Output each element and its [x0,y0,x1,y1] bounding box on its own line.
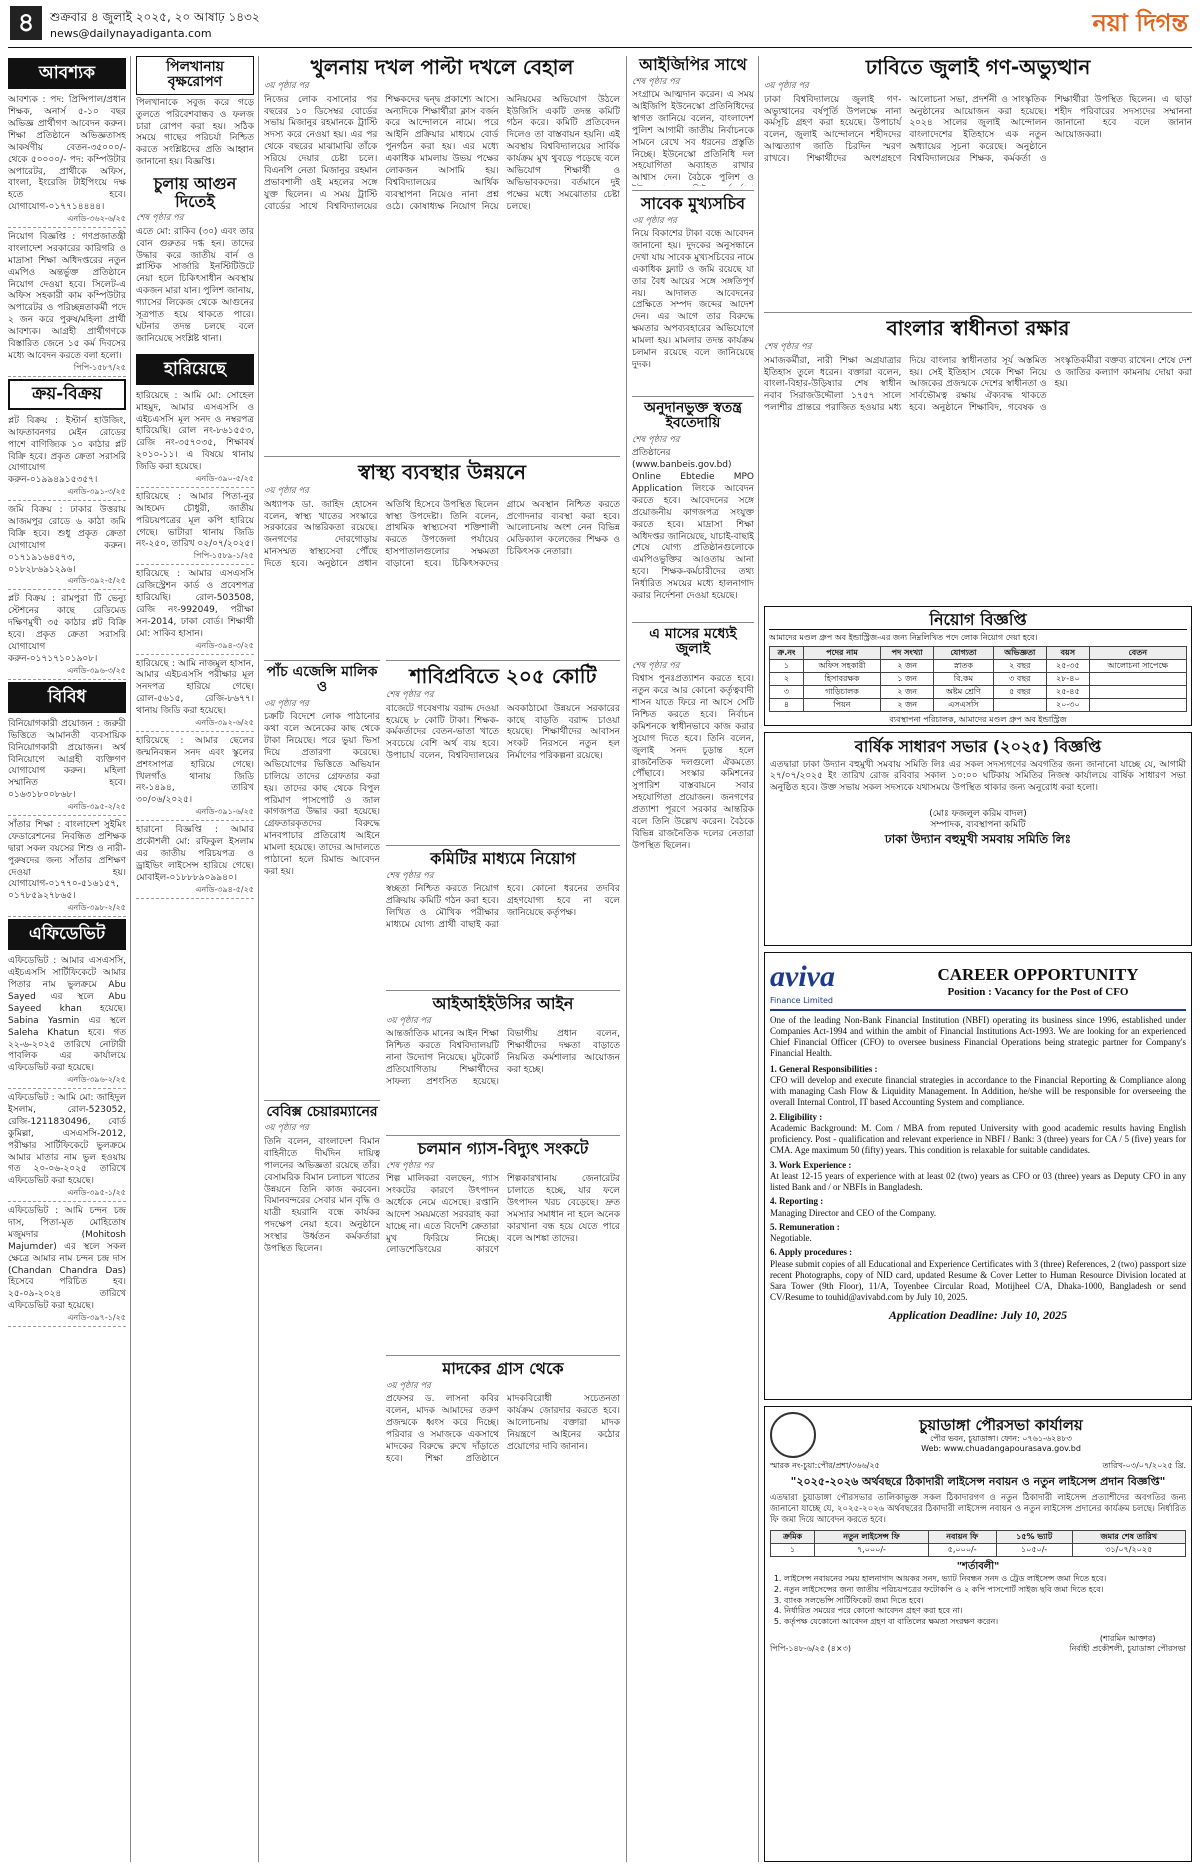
beviks-headline[interactable]: বেবিক্স চেয়ারম্যানের [266,1104,378,1120]
classified-ad-text: নিয়োগ বিজ্ঞপ্তি : গণপ্রজাতন্ত্রী বাংলাদেশ সরকারের কারিগরি ও মাদ্রাসা শিক্ষা অধিদপ্তরের নতুন এমপিও অন্তর্ভুক্ত প্রতিষ্ঠানে নিয়োগ দেওয়া হবে। সিলেট-এ অফিস সহকারী কাম কম্পিউটার অপারেটর ও পরিচ্ছন্নতাকর্মী পদে ২ জন করে পুরুষ/মহিলা প্রার্থী আবশ্যক। আগ্রহী প্রার্থীগণকে বিস্তারিত জেনে ১৫ কর্ম দিবসের মধ্যে আবেদন করতে বলা হলো। [8,232,126,361]
classified-ad [136,389,254,488]
beviks-kicker: ৩য় পৃষ্ঠার পর [264,1123,309,1134]
chuadanga-sign: (শারমিন আক্তার) [1099,1633,1156,1643]
tree-text: পিলখানাকে সবুজ করে গড়ে তুলতে পরিবেশবান্ধব ও ফলজ চারা রোপণ করা হয়। সঠিক সময়ে গাছের পরিচর্যা নিশ্চিত করতে সংশ্লিষ্টদের প্রতি আহ্বান জানানো হয়। বিজ্ঞপ্তি। [136,97,254,168]
table-cell: ২৫-৪৫ [1047,685,1090,698]
shabipro-article [386,660,620,840]
buy-sell-list [8,414,126,680]
aviva-section-text: CFO will develop and execute financial strategies in accordance to the Financial Reporting & Compliance along with managing Cash Flow & Liquidity Management. In Addition, he/she will be responsible for overseeing the overall Internal Control, IT based Accounting System and compliance. [770,1074,1186,1108]
classified-ad [136,734,254,821]
misc-heading: বিবিধ [8,682,126,713]
classified-ad [8,414,126,501]
classified-ad-ref: পিপি-১৫৮৭/২৫ [73,362,126,372]
affidavit-heading: এফিডেভিট [8,919,126,950]
classified-ad-text: এফিডেভিট : আমি মো: জাহিদুল ইসলাম, রোল-523052, রেজি-1211830496, বোর্ড কুমিল্লা, এসএসসি-2012, পরীক্ষার সার্টিফিকেটে ভুলক্রমে আমার মাতার নাম ভুল হওয়ায় গত ২০-০৬-২০২৫ তারিখে এফিডেভিট করা হয়েছে। [8,1093,126,1187]
aviva-section [770,1247,1186,1303]
table-header-cell: পদ সংখ্যা [881,646,934,659]
beviks-body: তিনি বলেন, বাংলাদেশ বিমান বাহিনীতে দীর্ঘদিন দায়িত্ব পালনের অভিজ্ঞতা রয়েছে তাঁর। বেসামরিক বিমান চলাচল খাতের উন্নয়নে তিনি কাজ করবেন। বিমানবন্দরের সেবার মান বৃদ্ধি ও যাত্রী হয়রানি বন্ধে কার্যকর পদক্ষেপ নেয়া হবে। অনুষ্ঠানে সংস্থার উর্ধ্বতন কর্মকর্তারা উপস্থিত ছিলেন। [264,1137,380,1254]
independence-headline[interactable]: বাংলার স্বাধীনতা রক্ষার [886,316,1070,340]
classified-ad-text: সাঁতার শিক্ষা : বাংলাদেশ সুইমিং ফেডারেশনের নিবন্ধিত প্রশিক্ষক দ্বারা সকল বয়সের শিশু ও নারী-পুরুষদের জন্য সাঁতার প্রশিক্ষণ দেওয়া হয়। যোগাযোগ-০১৭৭০-৫১৬১৫৭, ০১৭৮৫৯২৭৮৬৫। [8,820,126,902]
classifieds-column [8,56,126,1862]
classified-ad-text: প্লট বিক্রয় : ইস্টার্ন হাউজিং, আফতাবনগর মেইন রোডের পাশে বাণিজ্যিক ১০ কাঠার প্লট বিক্রি হবে। প্রকৃত ক্রেতা সরাসরি যোগাযোগ করুন-০১৯৯৪৯১৫৩৫৭। [8,415,126,486]
terms-item: 3. ব্যাংক সলভেন্সি সার্টিফিকেট জমা দিতে হবে। [784,1596,1186,1607]
secretary-kicker: ৩য় পৃষ্ঠার পর [632,215,677,226]
classified-ad-text: হারিয়েছে : আমার পিতা-নুর আহমেদ চৌধুরী, জাতীয় পরিচয়পত্রের মূল কপি হারিয়ে গেছে। ভাটারা থানায় জিডি নং-২৫০, তারিখ ০২/০৭/২০২৫। [136,491,254,550]
column-divider [626,56,627,1862]
independence-body: সমাজকর্মীরা, নারী শিক্ষা অগ্রযাত্রার ইতিহাস তুলে ধরেন। বক্তারা বলেন, বাংলা-বিহার-উড়িষ্যার শেষ স্বাধীন নবাব সিরাজউদ্দৌলা ১৭৫৭ সালে পলাশীর প্রান্তরে পরাজিত হওয়ার মধ্য দিয়ে বাংলার স্বাধীনতার সূর্য অস্তমিত হয়। সেই ইতিহাস থেকে শিক্ষা নিয়ে আজকের প্রজন্মকে দেশের স্বাধীনতা ও সার্বভৌমত্ব রক্ষায় ঐক্যবদ্ধ থাকতে হবে। অনুষ্ঠানে শিক্ষাবিদ, গবেষক ও সংস্কৃতিকর্মীরা বক্তব্য রাখেন। শেষে দেশ ও জাতির কল্যাণ কামনায় দোয়া করা হয়। [764,355,1192,414]
table-cell: বি.কম [934,672,993,685]
table-cell: ৩১/০৭/২০২৫ [1072,1544,1185,1557]
aviva-section [770,1112,1186,1157]
classified-ad [8,592,126,679]
tree-headline[interactable]: পিলখানায় বৃক্ষরোপণ [136,56,254,95]
table-cell: ১০৫০/- [996,1544,1072,1557]
table-cell: ২ [770,672,804,685]
agency-kicker: ৩য় পৃষ্ঠার পর [264,698,309,709]
chuadanga-web[interactable]: Web: www.chuadangapourasava.gov.bd [921,1444,1081,1454]
table-cell [1089,685,1186,698]
stove-kicker: শেষ পৃষ্ঠার পর [136,213,184,224]
aviva-section-heading: 3. Work Experience : [770,1159,852,1170]
classified-ad-ref: এনডি-৩৯৫-১/২৫ [67,1188,126,1198]
newspaper-logo: নয়া দিগন্ত [1092,8,1188,37]
chuadanga-fee-table [770,1530,1186,1557]
committee-kicker: শেষ পৃষ্ঠার পর [386,870,434,881]
table-cell: ৫,০০০/- [928,1544,996,1557]
classified-ad [136,567,254,654]
table-cell: অফিস সহকারী [803,659,880,672]
classified-ad [8,93,126,228]
aviva-section-heading: 4. Reporting : [770,1196,824,1207]
classified-ad-ref: এনডি-৩৯০-৫/২৫ [195,473,254,483]
dhabi-headline[interactable]: ঢাবিতে জুলাই গণ-অভ্যুত্থান [865,56,1091,79]
chuadanga-address: পৌর ভবন, চুয়াডাঙ্গা। ফোন: ০৭৬১-৬২৪৮৩ [930,1434,1072,1444]
gas-article [386,1135,620,1350]
stove-text: এতে মো: রাকিব (৩০) এবং তার বোন গুরুতর দগ্ধ হন। তাদের উদ্ধার করে জাতীয় বার্ন ও প্লাস্টিক সার্জারি ইনস্টিটিউটে নেয়া হলে চিকিৎসাধীন অবস্থায় একজন মারা যান। পুলিশ জানায়, গ্যাসের লিকেজ থেকে আগুনের সূত্রপাত হয়ে থাকতে পারে। ঘটনার তদন্ত চলছে বলে জানিয়েছে সংশ্লিষ্ট থানা। [136,226,254,344]
committee-body: স্বচ্ছতা নিশ্চিত করতে নিয়োগ প্রক্রিয়ায় কমিটি গঠন করা হবে। লিখিত ও মৌখিক পরীক্ষার মাধ্যমে যোগ্য প্রার্থী বাছাই করা হবে। কোনো ধরনের তদবির গ্রহণযোগ্য হবে না বলে জানিয়েছে কর্তৃপক্ষ। [386,884,620,930]
classified-ad [136,657,254,732]
table-cell: এসএসসি [934,698,993,711]
iiuc-body: আন্তর্জাতিক মানের আইন শিক্ষা নিশ্চিত করতে বিশ্ববিদ্যালয়টি নানা উদ্যোগ নিয়েছে। মুটকোর্ট প্রতিযোগিতায় শিক্ষার্থীদের সাফল্য প্রশংসিত হয়েছে। বিভাগীয় প্রধান বলেন, শিক্ষার্থীদের দক্ষতা বাড়াতে নিয়মিত কর্মশালার আয়োজন করা হচ্ছে। [386,1029,620,1087]
table-cell: ৫ বছর [993,685,1047,698]
column-divider [130,56,131,1862]
agm-role: সম্পাদক, ব্যবস্থাপনা কমিটি [930,820,1026,831]
recruit-title: নিয়োগ বিজ্ঞপ্তি [769,611,1187,630]
chuadanga-ref: পিপি-১৪৮-৬/২৫ (৪×৩) [770,1643,851,1653]
classified-ad-text: এফিডেভিট : আমি চন্দন চন্দ্র দাস, পিতা-মৃত মোহিতোষ মজুমদার (Mohitosh Majumder) এর স্থলে সকল ক্ষেত্রে আমার নাম চন্দন চন্দ্র দাস (Chandan Chandra Das) হিসেবে পরিচিত হব। ২৫-০৯-২০২৪ তারিখে এফিডেভিট করা হয়েছে। [8,1206,126,1312]
chuadanga-ad [764,1406,1192,1862]
classified-ad [8,230,126,377]
classified-ad [8,818,126,917]
khulna-article [264,56,620,456]
ebtedai-article [632,396,754,616]
july-body: বিশ্বাস পুনঃপ্রত্যাশন করতে হবে। নতুন করে আর কোনো কর্তৃত্ববাদী শাসন যাতে ফিরে না আসে সেটি নিশ্চিত করতে হবে। নির্বাচন কমিশনকে স্বাধীনভাবে কাজ করার সুযোগ দিতে হবে। তিনি বলেন, জুলাই সনদ চূড়ান্ত হলে রাজনৈতিক দলগুলো ঐকমত্যে পৌঁছাবে। সংস্কার কমিশনের সুপারিশ বাস্তবায়নে সবার সহযোগিতা প্রয়োজন। জনগণের প্রত্যাশা পূরণে সরকার আন্তরিক বলে তিনি উল্লেখ করেন। বৈঠকে বিভিন্ন রাজনৈতিক দলের নেতারা উপস্থিত ছিলেন। [632,674,754,851]
classified-ad-ref: এনডি-৩৯৭-১/২৫ [67,1313,126,1322]
aviva-section-heading: 2. Eligibility : [770,1111,823,1122]
dhabi-kicker: ৩য় পৃষ্ঠার পর [764,81,809,91]
chuadanga-org: চুয়াডাঙ্গা পৌরসভা কার্যালয় [919,1415,1083,1434]
classified-ad [136,490,254,565]
independence-article [764,312,1192,600]
aviva-section-heading: 1. General Responsibilities : [770,1063,878,1074]
issue-date: শুক্রবার ৪ জুলাই ২০২৫, ২০ আষাঢ় ১৪৩২ [50,10,260,24]
khulna-headline[interactable]: খুলনায় দখল পাল্টা দখলে বেহাল [310,56,574,79]
health-headline[interactable]: স্বাস্থ্য ব্যবস্থার উন্নয়নে [358,460,526,484]
dhabi-body: ঢাকা বিশ্ববিদ্যালয়ে জুলাই গণ-অভ্যুত্থানের বর্ষপূর্তি উপলক্ষে নানা কর্মসূচি গ্রহণ করা হয়েছে। উপাচার্য বলেন, জুলাই আন্দোলনে শহীদদের আত্মত্যাগ জাতি চিরদিন স্মরণ রাখবে। শিক্ষার্থীদের অংশগ্রহণে আলোচনা সভা, প্রদর্শনী ও সাংস্কৃতিক অনুষ্ঠানের আয়োজন করা হয়েছে। ২০২৪ সালের জুলাই আন্দোলন বাংলাদেশের ইতিহাসে এক নতুন অধ্যায়ের সূচনা করেছে। অনুষ্ঠানে বিশ্ববিদ্যালয়ের শিক্ষক, কর্মকর্তা ও শিক্ষার্থীরা উপস্থিত ছিলেন। এ ছাড়া শহীদ পরিবারের সদস্যদের সম্মাননা জানানো হবে বলে জানান আয়োজকরা। [764,94,1192,164]
dhabi-article [764,56,1192,306]
lost-list [136,389,254,899]
classified-ad [8,1091,126,1202]
committee-article [386,845,620,985]
table-header-cell: অভিজ্ঞতা [993,646,1047,659]
drug-article [386,1355,620,1862]
drug-headline[interactable]: মাদকের গ্রাস থেকে [442,1359,564,1378]
pourasava-seal-icon [770,1412,816,1458]
page-header [8,6,1192,48]
column-two [136,56,254,1862]
agency-headline[interactable]: পাঁচ এজেন্সি মালিক ও [266,664,378,696]
wanted-list [8,93,126,376]
table-cell [1089,698,1186,711]
table-cell: আলোচনা সাপেক্ষে [1089,659,1186,672]
table-cell: হিসাবরক্ষক [803,672,880,685]
classified-ad-ref: এনডি-৩৯৪-৫/২৫ [195,884,254,894]
health-body: অধ্যাপক ডা. জাহিদ হোসেন বলেন, স্বাস্থ্য খাতের সংস্কারে সরকারের আন্তরিকতা রয়েছে। জনগণের দোরগোড়ায় মানসম্মত স্বাস্থ্যসেবা পৌঁছে দিতে হবে। অনুষ্ঠানে প্রধান অতিথি হিসেবে উপস্থিত ছিলেন স্বাস্থ্য উপদেষ্টা। তিনি বলেন, প্রাথমিক স্বাস্থ্যসেবা শক্তিশালী করতে উপজেলা পর্যায়ের হাসপাতালগুলোর সক্ষমতা বাড়ানো হবে। চিকিৎসকদের গ্রামে অবস্থান নিশ্চিত করতে প্রণোদনার ব্যবস্থা করা হবে। আলোচনায় অংশ নেন বিভিন্ন মেডিক্যাল কলেজের শিক্ষক ও চিকিৎসক নেতারা। [264,499,620,569]
table-cell [1089,672,1186,685]
beviks-article [264,1100,380,1480]
aviva-section-text: Negotiable. [770,1233,812,1243]
gas-headline[interactable]: চলমান গ্যাস-বিদ্যুৎ সংকটে [417,1139,589,1158]
secretary-body: নিয়ে বিকাশের টাকা বন্ধে আবেদন জানানো হয়। দুদকের অনুসন্ধানে দেখা যায় সাবেক মুখ্যসচিবের নামে একাধিক ফ্ল্যাট ও জমি রয়েছে যা তার বৈধ আয়ের সঙ্গে সঙ্গতিপূর্ণ নয়। আদালত আবেদনের প্রেক্ষিতে সম্পদ জব্দের আদেশ দেন। এর আগে তার বিরুদ্ধে ক্ষমতার অপব্যবহারের অভিযোগে মামলা হয়। মামলার তদন্ত কার্যক্রম চলমান রয়েছে বলে জানিয়েছে দুদক। [632,229,754,370]
table-header-cell: নবায়ন ফি [928,1531,996,1544]
classified-ad-ref: এনডি-৩৯১-৬/২৫ [195,807,254,817]
independence-kicker: শেষ পৃষ্ঠার পর [764,342,812,352]
table-header-cell: বয়স [1047,646,1090,659]
table-cell: অষ্টম শ্রেণি [934,685,993,698]
aviva-section [770,1064,1186,1109]
classified-ad-text: এফিডেভিট : আমার এসএসসি, এইচএসসি সার্টিফিকেটে আমার পিতার নাম ভুলক্রমে Abu Sayed এর স্থলে Abu Sayeed khan হয়েছে। Sabina Yasmin এর স্থলে Saleha Khatun হবে। গত ২২-৬-২০২৫ তারিখে নোটারী পাবলিক এর কার্যালয়ে এফিডেভিট করা হয়েছে। [8,956,126,1074]
table-cell: ৩ [770,685,804,698]
gas-kicker: শেষ পৃষ্ঠার পর [386,1160,434,1171]
classified-ad-ref: এনডি-৩৯২-৬/২৫ [195,717,254,727]
chuadanga-text: এতদ্বারা চুয়াডাঙ্গা পৌরসভার তালিকাভুক্ত সকল ঠিকাদারগণ ও নতুন ঠিকাদারী লাইসেন্স প্রত্যাশীদের অবগতির জন্য জানানো যাচ্ছে যে, ২০২৫-২০২৬ অর্থবছরের ঠিকাদারী লাইসেন্স নবায়ন ও নতুন লাইসেন্স প্রদানের কার্যক্রম চলছে। নির্ধারিত ফি জমা দিয়ে আবেদন করতে হবে। [770,1492,1186,1526]
ebtedai-headline[interactable]: অনুদানভুক্ত স্বতন্ত্র ইবতেদায়ি [644,400,742,432]
wanted-heading: আবশ্যক [8,58,126,89]
classified-ad-ref: এনডি-৩৯৬-২/২৫ [67,1075,126,1085]
aviva-logo: aviva [770,960,835,993]
misc-list [8,717,126,917]
agm-sign: (মোঃ ফজলুল করিম বাদল) [929,809,1027,820]
affidavit-list [8,954,126,1327]
table-cell: ১ জন [881,672,934,685]
terms-item: 5. কর্তৃপক্ষ যেকোনো আবেদন গ্রহণ বা বাতিলের ক্ষমতা সংরক্ষণ করেন। [784,1617,1186,1628]
page-number: ৪ [10,6,42,40]
recruit-table [769,646,1187,712]
table-header-cell: যোগ্যতা [934,646,993,659]
lost-heading: হারিয়েছে [136,354,254,385]
gas-body: শিল্প মালিকরা বলছেন, গ্যাস সংকটের কারণে উৎপাদন অর্ধেকে নেমে এসেছে। রপ্তানি আদেশ সময়মতো সরবরাহ করা যাচ্ছে না। এতে বিদেশি ক্রেতারা মুখ ফিরিয়ে নিচ্ছে। লোডশেডিংয়ের কারণে শিল্পকারখানায় জেনারেটর চালাতে হচ্ছে, যার ফলে উৎপাদন খরচ বেড়েছে। দ্রুত সমস্যার সমাধান না হলে অনেক কারখানা বন্ধ হয়ে যেতে পারে বলে আশঙ্কা তাদের। [386,1174,620,1256]
chuadanga-memo: স্মারক নং-চুয়া:পৌর/প্রশা/৩৬৬/২৫ [770,1461,880,1470]
igp-body: সংগ্রামে আত্মদান করেন। এ সময় আইজিপি ইউনেস্কো প্রতিনিধিদের স্বাগত জানিয়ে বলেন, বাংলাদেশ পুলিশ আগামী জাতীয় নির্বাচনকে সামনে রেখে সব ধরনের প্রস্তুতি নিচ্ছে। ইউনেস্কো প্রতিনিধি দল সহযোগিতা অব্যাহত রাখার আশ্বাস দেন। বৈঠকে পুলিশ ও [632,90,754,184]
aviva-section-heading: 6. Apply procedures : [770,1247,853,1258]
classified-ad-text: জমি বিক্রয় : ঢাকার উত্তরায় আজমপুর রোডে ৬ কাঠা জমি বিক্রি হবে। শুধু প্রকৃত ক্রেতা যোগাযোগ করুন। ০১৭১৯১৬৪৫৭৩, ০১৮২৮৬৯১২৯৬। [8,505,126,575]
classified-ad-text: হারিয়েছে : আমার এসএসসি রেজিস্ট্রেশন কার্ড ও প্রবেশপত্র হারিয়েছি। রোল-503508, রেজি নং-992049, পরীক্ষা সন-2014, ঢাকা বোর্ড। শিক্ষার্থী মো: সাকিব হাসান। [136,569,254,639]
classified-ad-text: হারিয়েছে : আমি নাজমুল হাসান, আমার এইচএসসি পরীক্ষার মূল সনদপত্র হারিয়ে গেছে। রোল-৫৬১৫, রেজি-৮৬৭৭। থানায় জিডি করা হয়েছে। [136,658,254,717]
column-divider [758,56,759,956]
table-row [770,659,1187,672]
khulna-body: নিজের লোক বসানোর পর বছরের ১০ ডিসেম্বর বোর্ডের সভায় মিজানুর রহমানকে ট্রাস্টি সদস্য করে নেওয়া হয়। এর পর থেকে বছরের মাঝামাঝি তাঁকে সরিয়ে দেয়ার চেষ্টা চলে। বিএনপি নেতা মিজানুর রহমান প্রভাবশালী ওই মহলের সঙ্গে যুক্ত ছিলেন। এ সময় ট্রাস্টি বোর্ডের সাথে বিশ্ববিদ্যালয়ের শিক্ষকদের দ্বন্দ্ব প্রকাশ্যে আসে। অন্যদিকে শিক্ষার্থীরা ক্লাস বর্জন করে আন্দোলনে নামে। পরে আইনি প্রক্রিয়ার মাধ্যমে বোর্ড পুনর্গঠন করা হয়। এর মধ্যে একাধিক মামলায় উভয় পক্ষের লোকজন আসামি হয়। বিশ্ববিদ্যালয়ের আর্থিক ব্যবস্থাপনা নিয়েও নানা প্রশ্ন ওঠে। কোষাধ্যক্ষ নিয়োগ নিয়ে অনিয়মের অভিযোগ উঠলে ইউজিসি একটি তদন্ত কমিটি গঠন করে। কমিটি প্রতিবেদন দিলেও তা বাস্তবায়ন হয়নি। এই অবস্থায় বিশ্ববিদ্যালয়ের সার্বিক কার্যক্রম মুখ থুবড়ে পড়েছে বলে অভিযোগ শিক্ষার্থী ও অভিভাবকদের। বর্তমানে দুই পক্ষের মধ্যে সমঝোতার চেষ্টা চলছে। [264,94,620,212]
table-cell: ২ বছর [993,659,1047,672]
shabipro-headline[interactable]: শাবিপ্রবিতে ২০৫ কোটি [409,664,597,688]
classified-ad [8,954,126,1089]
ebtedai-body: প্রতিষ্ঠানের (www.banbeis.gov.bd) Online Ebtedie MPO Application লিংকে আবেদন করতে হবে। আবেদনের সঙ্গে প্রয়োজনীয় কাগজপত্র সংযুক্ত করতে হবে। মাদ্রাসা শিক্ষা অধিদপ্তর জানিয়েছে, যাচাই-বাছাই শেষে যোগ্য প্রতিষ্ঠানগুলোকে এমপিওভুক্তির আওতায় আনা হবে। শিক্ষক-কর্মচারীদের তথ্য নির্ধারিত সময়ের মধ্যে হালনাগাদ করার নির্দেশনা দেওয়া হয়েছে। [632,448,754,601]
classified-ad [8,1204,126,1327]
aviva-section-text: Managing Director and CEO of the Company. [770,1207,937,1218]
table-row [770,698,1187,711]
recruit-intro: আমাদের মণ্ডল গ্রুপ অব ইন্ডাস্ট্রিজ-এর জন্য নিম্নলিখিত পদে লোক নিয়োগ দেয়া হবে। [769,632,1038,642]
classified-ad-ref: এনডি-৩৯৮-২/২৫ [67,903,126,913]
table-cell: ২ জন [881,685,934,698]
agm-ad [764,732,1192,946]
table-cell: ২৮-৪০ [1047,672,1090,685]
igp-kicker: শেষ পৃষ্ঠার পর [632,76,680,87]
classified-ad-text: আবশ্যক : পদ: প্রিন্সিপাল/প্রধান শিক্ষক, অনার্স ৫-১০ বছর অভিজ্ঞ প্রার্থীগণ আবেদন করুন। শিক্ষা প্রতিষ্ঠানে অভিজ্ঞতাসহ আকর্ষণীয় বেতন-৩৫০০০/- থেকে ৫০০০০/- পদ: কম্পিউটার অপারেটর, প্রার্থীকে অফিস, বাংলা, ইংরেজি টাইপিংয়ে দক্ষ হতে হবে। যোগাযোগ-০১৭৭১৪৪৪৪। [8,95,126,213]
column-divider [758,956,759,1862]
buy-sell-heading: ক্রয়-বিক্রয় [8,379,126,410]
table-header-cell: বেতন [1089,646,1186,659]
recruit-footer: ব্যবস্থাপনা পরিচালক, আমাদের মণ্ডল গ্রুপ অব ইন্ডাস্ট্রিজ [889,714,1067,724]
classified-ad-ref: পিপি-১৫৮৯-১/২৫ [193,551,254,561]
table-cell: ২৫-৩৫ [1047,659,1090,672]
terms-item: 4. নির্ধারিত সময়ের পরে কোনো আবেদন গ্রহণ করা হবে না। [784,1606,1186,1617]
health-article [264,456,620,656]
classified-ad [8,717,126,816]
career-position: Position : Vacancy for the Post of CFO [947,985,1129,998]
chuadanga-terms-title: "শর্তাবলী" [956,1561,1000,1573]
iiuc-headline[interactable]: আইআইইউসির আইন [432,994,574,1013]
aviva-intro: One of the leading Non-Bank Financial Institution (NBFI) operating its business since 1996, established under Companies Act-1994 and within the ambit of Financial Institutions Act-1993. We are looking for an experienced Chief Financial Officer (CFO) to oversee business Financial Operations being strategic partner for Company's Financial Health. [770,1014,1186,1059]
classified-ad-text: হারানো বিজ্ঞপ্তি : আমার প্রকৌশলী মো: রফিকুল ইসলাম এর জাতীয় পরিচয়পত্র ও ড্রাইভিং লাইসেন্স হারিয়ে গেছে। মোবাইল-০১৮৮৮৯০৯৯৪০। [136,825,254,883]
agency-body: চক্রটি বিদেশে লোক পাঠানোর কথা বলে অনেকের কাছ থেকে টাকা নিয়েছে। পরে ভুয়া ভিসা দিয়ে প্রতারণা করেছে। অভিযোগের ভিত্তিতে অভিযান চালিয়ে তাদের গ্রেফতার করা হয়। তাদের কাছ থেকে বিপুল পরিমাণ পাসপোর্ট ও জাল কাগজপত্র উদ্ধার করা হয়েছে। গ্রেফতারকৃতদের বিরুদ্ধে মানবপাচার প্রতিরোধ আইনে মামলা হয়েছে। তাদের আদালতে পাঠানো হলে রিমান্ড আবেদন করা হয়। [264,712,380,877]
classified-ad-text: বিনিয়োগকারী প্রয়োজন : জরুরী ভিত্তিতে আমানতী ব্যবসায়িক বিনিয়োগকারী প্রয়োজন। অর্থ বিনিয়োগে আগ্রহী ব্যক্তিগণ যোগাযোগ করুন। মহিলা সম্মানিত হবে। ০১৬৩১৮০০৮৬৮। [8,718,126,801]
contact-email[interactable]: news@dailynayadiganta.com [50,27,212,40]
classified-ad-ref: এনডি-৩৯৫-২/২৫ [67,802,126,811]
classified-ad-ref: এনডি-৩৯১-৩/২৫ [67,487,126,497]
terms-item: 2. নতুন লাইসেন্সের জন্য জাতীয় পরিচয়পত্রের ফটোকপি ও ২ কপি পাসপোর্ট সাইজ ছবি জমা দিতে হবে। [784,1585,1186,1596]
aviva-section-text: At least 12-15 years of experience with at least 02 (two) years as CFO or 03 (three) years as Deputy CFO in any listed Bank and / or NBFIs in Bangladesh. [770,1170,1186,1192]
july-headline[interactable]: এ মাসের মধ্যেই জুলাই [649,626,737,658]
secretary-headline[interactable]: সাবেক মুখ্যসচিব [640,194,746,213]
committee-headline[interactable]: কমিটির মাধ্যমে নিয়োগ [430,849,576,868]
classified-ad [8,503,126,590]
classified-ad-text: প্লট বিক্রয় : রামপুরা টি ভেন্যু স্টেশনের কাছে রেডিমেড দক্ষিণমুখী ৩৫ কাঠার প্লট বিক্রি হবে। প্রকৃত ক্রেতা সরাসরি যোগাযোগ করুন-০১৭১৭১০১৯০৮। [8,594,126,664]
health-kicker: ৩য় পৃষ্ঠার পর [264,486,309,496]
igp-article [632,56,754,186]
classified-ad-ref: এনডি-৩৯৬-৩/২৫ [67,665,126,675]
chuadanga-title: "২০২৫-২০২৬ অর্থবছরে ঠিকাদারী লাইসেন্স নবায়ন ও নতুন লাইসেন্স প্রদান বিজ্ঞপ্তি" [790,1475,1166,1488]
iiuc-kicker: ৩য় পৃষ্ঠার পর [386,1015,431,1026]
table-cell: ২০-৩০ [1047,698,1090,711]
shabipro-kicker: শেষ পৃষ্ঠার পর [386,690,434,700]
agm-org: ঢাকা উদ্যান বহুমুখী সমবায় সমিতি লিঃ [884,831,1072,846]
chuadanga-terms [770,1574,1186,1628]
table-cell: ৩ বছর [993,672,1047,685]
table-header-cell: নতুন লাইসেন্স ফি [815,1531,928,1544]
table-cell: ২ জন [881,659,934,672]
terms-item: 1. লাইসেন্স নবায়নের সময় হালনাগাদ আয়কর সনদ, ভ্যাট নিবন্ধন সনদ ও ট্রেড লাইসেন্স জমা দিতে হবে। [784,1574,1186,1585]
table-row [770,685,1187,698]
khulna-kicker: ৩য় পৃষ্ঠার পর [264,81,309,91]
classified-ad-text: হারিয়েছে : আমি মো: সোহেল মাহমুদ, আমার এসএসসি ও এইচএসসি মূল সনদ ও নম্বরপত্র হারিয়েছি। রোল নং-৮৬১৫৫৩, রেজি নং-৩৫৭০৩৫, শিক্ষাবর্ষ ২০১০-১১। এ বিষয়ে থানায় জিডি করা হয়েছে। [136,390,254,473]
aviva-section-text: Please submit copies of all Educational and Experience Certificates with 3 (three) References, 2 (two) passport size recent Photographs, copy of NID card, updated Resume & Cover Letter to Human Resource Division located at Sara Tower (9th Floor), 11/A, Toyenbee Circular Road, Motijheel C/A, Dhaka-1000, Bangladesh or send CV/Resume to touhid@avivabd.com by July 10, 2025. [770,1258,1186,1303]
aviva-sub: Finance Limited [770,995,833,1005]
agency-article [264,660,380,1000]
table-header-cell: জমার শেষ তারিখ [1072,1531,1185,1544]
table-cell: গাড়িচালক [803,685,880,698]
classified-ad-ref: এনডি-৩৯২-৫/২৫ [67,576,126,586]
table-cell: ২ জন [881,698,934,711]
aviva-section [770,1160,1186,1194]
table-header-cell: পদের নাম [803,646,880,659]
table-cell: ৭,০০০/- [815,1544,928,1557]
drug-body: প্রফেসর ড. লাসনা কবির বলেন, মাদক আমাদের তরুণ প্রজন্মকে ধ্বংস করে দিচ্ছে। পরিবার ও সমাজকে একসাথে মাদকের বিরুদ্ধে রুখে দাঁড়াতে হবে। শিক্ষা প্রতিষ্ঠানে মাদকবিরোধী সচেতনতা কার্যক্রম জোরদার করতে হবে। আলোচনায় বক্তারা মাদক নিয়ন্ত্রণে আইনের কঠোর প্রয়োগের দাবি জানান। [386,1394,620,1464]
agm-signature [770,809,1186,847]
classified-ad [136,823,254,898]
career-title: CAREER OPPORTUNITY [937,965,1139,985]
column-divider [258,56,259,1862]
table-header-cell: ১৫% ভ্যাট [996,1531,1072,1544]
table-row [771,1544,1186,1557]
aviva-deadline: Application Deadline: July 10, 2025 [888,1307,1068,1322]
stove-headline[interactable]: চুলায় আগুন দিতেই [153,174,237,211]
table-cell: স্নাতক [934,659,993,672]
agm-title: বার্ষিক সাধারণ সভার (২০২৫) বিজ্ঞপ্তি [854,737,1102,756]
igp-headline[interactable]: আইজিপির সাথে [639,56,747,74]
classified-ad-ref: এনডি-৩৯৪-৩/২৫ [195,640,254,650]
iiuc-article [386,990,620,1130]
shabipro-body: বাজেটে গবেষণায় বরাদ্দ দেওয়া হয়েছে ৮ কোটি টাকা। শিক্ষক-কর্মকর্তাদের বেতন-ভাতা খাতে সবচেয়ে বেশি অর্থ ব্যয় হবে। উপাচার্য বলেন, বিশ্ববিদ্যালয়ের অবকাঠামো উন্নয়নে সরকারের কাছে বাড়তি বরাদ্দ চাওয়া হয়েছে। শিক্ষার্থীদের আবাসন সংকট নিরসনে নতুন হল নির্মাণের পরিকল্পনা রয়েছে। [386,703,620,762]
ebtedai-kicker: শেষ পৃষ্ঠার পর [632,434,680,445]
aviva-ad [764,952,1192,1400]
table-cell: ১ [770,659,804,672]
drug-kicker: ৩য় পৃষ্ঠার পর [386,1380,431,1391]
table-cell [993,698,1047,711]
table-cell: ৪ [770,698,804,711]
aviva-sections [770,1064,1186,1304]
chuadanga-role: নির্বাহী প্রকৌশলী, চুয়াডাঙ্গা পৌরসভা [1069,1643,1186,1653]
july-kicker: শেষ পৃষ্ঠার পর [632,660,680,671]
chuadanga-date: তারিখ-০৩/০৭/২০২৫ খ্রি. [1102,1461,1186,1470]
classified-ad-text: হারিয়েছে : আমার ছেলের জন্মনিবন্ধন সনদ এবং স্কুলের প্রশংসাপত্র হারিয়ে গেছে। খিলগাঁও থানায় জিডি নং-১৪৯৪, তারিখ ৩০/০৬/২০২৫। [136,735,254,806]
secretary-article [632,190,754,390]
july-article [632,622,754,950]
table-row [770,672,1187,685]
aviva-section-text: Academic Background: M. Com / MBA from reputed University with good academic results having English proficiency. Post - qualification and relevant experience in NBFI / Bank: 3 (three) years for CA / 5 (five) years for CMA. Age maximum 50 (fifty) years. This condition is relaxable for suitable candidates. [770,1122,1186,1156]
table-cell: পিয়ন [803,698,880,711]
aviva-section [770,1222,1186,1245]
recruit-ad [764,606,1192,726]
agm-text: এতদ্বারা ঢাকা উদ্যান বহুমুখী সমবায় সমিতি লিঃ এর সকল সদস্যগণের অবগতির জন্য জানানো যাচ্ছে যে, আগামী ২৭/০৭/২০২৫ ইং তারিখ রোজ রবিবার সকাল ১০:০০ ঘটিকায় সমিতির নিজস্ব কার্যালয়ে বার্ষিক সাধারণ সভা অনুষ্ঠিত হবে। উক্ত সভায় সকল সদস্যকে যথাসময়ে উপস্থিত থাকার জন্য অনুরোধ করা হলো। [770,759,1186,794]
aviva-section-heading: 5. Remuneration : [770,1221,840,1232]
table-header-cell: ক্রমিক [771,1531,815,1544]
table-cell: ১ [771,1544,815,1557]
table-header-cell: ক্র.নং [770,646,804,659]
aviva-section [770,1196,1186,1219]
classified-ad-ref: এনডি-৩৬২-৬/২৫ [67,214,126,223]
